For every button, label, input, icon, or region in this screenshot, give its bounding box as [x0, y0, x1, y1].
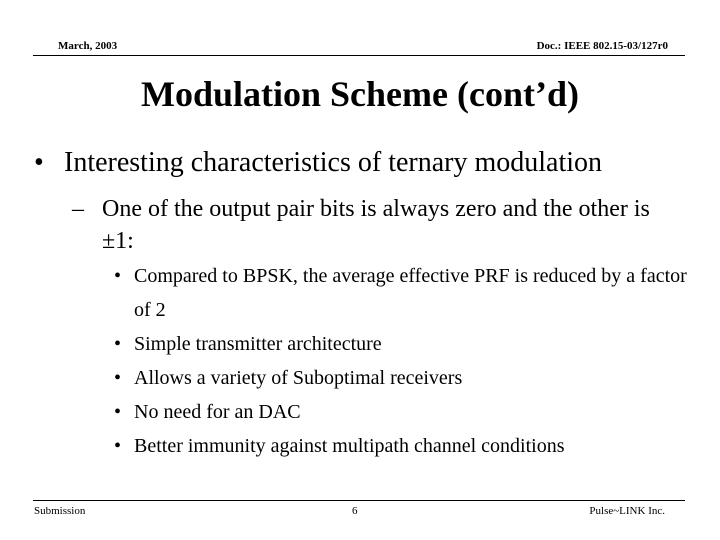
level1-bullet: •	[34, 147, 44, 178]
level3-text: No need for an DAC	[134, 401, 301, 423]
level3-text: Allows a variety of Suboptimal receivers	[134, 367, 463, 389]
footer-submission: Submission	[34, 505, 86, 517]
level3-item	[114, 259, 694, 327]
level3-list	[114, 259, 694, 463]
header-rule	[33, 55, 685, 56]
level3-bullet: •	[114, 265, 122, 287]
level3-item	[114, 327, 694, 361]
level3-text: Better immunity against multipath channel conditions	[134, 435, 565, 457]
footer-company: Pulse~LINK Inc.	[589, 505, 665, 517]
slide-title: Modulation Scheme (cont’d)	[141, 74, 579, 114]
level1-item	[34, 145, 602, 181]
level3-bullet: •	[114, 435, 122, 457]
level3-text: Compared to BPSK, the average effective PRF is reduced by a factor of 2	[134, 265, 687, 321]
level3-item	[114, 395, 694, 429]
level3-bullet: •	[114, 401, 122, 423]
footer-rule	[33, 500, 685, 501]
level3-bullet: •	[114, 367, 122, 389]
header-date: March, 2003	[58, 40, 118, 52]
level2-bullet: –	[72, 196, 84, 222]
level1-text: Interesting characteristics of ternary modulation	[64, 147, 603, 178]
level2-item	[72, 193, 682, 257]
level3-item	[114, 429, 694, 463]
level3-item	[114, 361, 694, 395]
level3-text: Simple transmitter architecture	[134, 333, 382, 355]
header-doc-id: Doc.: IEEE 802.15-03/127r0	[536, 40, 668, 52]
level3-bullet: •	[114, 333, 122, 355]
level2-text: One of the output pair bits is always zero and the other is ±1:	[102, 196, 650, 254]
page-number: 6	[352, 505, 358, 517]
